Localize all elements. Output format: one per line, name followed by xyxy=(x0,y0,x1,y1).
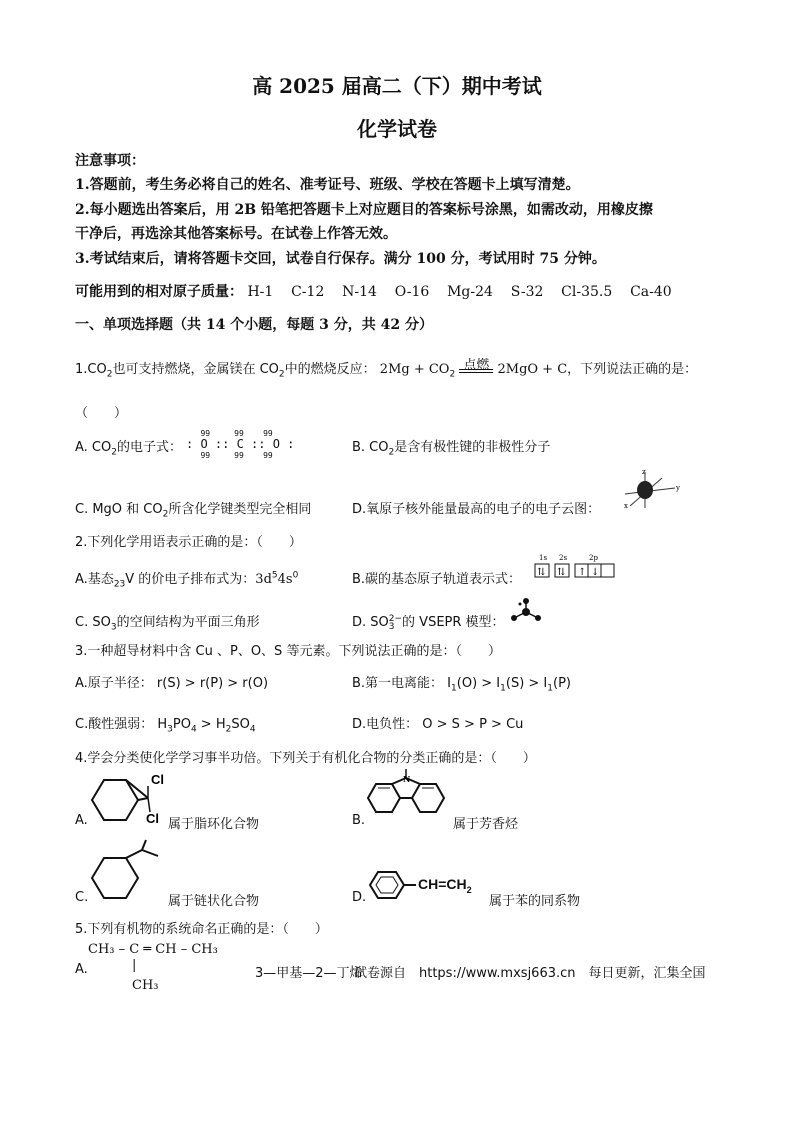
q3-option-c: C.酸性强弱： $H_3PO_4 > H_2SO_4$ xyxy=(75,717,256,735)
electron-cloud-icon xyxy=(620,470,680,510)
q5-a-branch: CH₃ xyxy=(132,978,159,993)
carbazole-structure xyxy=(362,768,452,828)
q4-option-d-formula: $CH=CH_2$ xyxy=(418,876,472,895)
q2-option-a: A.基态$_{23}$V 的价电子排布式为：$3d^54s^0$ xyxy=(75,570,299,590)
q4-option-c-text: 属于链状化合物 xyxy=(168,894,260,909)
q1-option-b: B. $CO_2$是含有极性键的非极性分子 xyxy=(352,440,551,458)
q1-stem: $1.CO_2$也可支持燃烧，金属镁在 $CO_2$中的燃烧反应： $2Mg + CO_2$ 点燃 2MgO + C，下列说法正确的是： xyxy=(75,358,697,380)
notice-heading: 注意事项： xyxy=(75,153,145,169)
styrene-benzene-ring xyxy=(366,866,416,904)
orbital-label-1s: 1s xyxy=(539,554,548,562)
q5-a-bond: | xyxy=(132,958,137,973)
q4-option-b-text: 属于芳香烃 xyxy=(453,817,519,832)
dichlorocarbene-bicycle-structure xyxy=(86,770,166,830)
section-1-heading: 一、单项选择题（共 14 个小题，每题 3 分，共 42 分） xyxy=(75,317,433,333)
q5-a-formula: CH₃ – C ═ CH – CH₃ xyxy=(88,942,218,957)
q1-option-a: A. $CO_2$的电子式： xyxy=(75,440,182,458)
q3-option-a: A.原子半径： r(S) > r(P) > r(O) xyxy=(75,676,269,691)
q1-electron-dot: 99 99 99 : O :: C :: O : 99 99 99 xyxy=(186,429,295,460)
svg-text:x: x xyxy=(624,502,628,510)
q2-option-b: B.碳的基态原子轨道表示式： xyxy=(352,572,522,587)
q2-option-c: C. $SO_3$的空间结构为平面三角形 xyxy=(75,615,260,633)
q1-option-d: D.氧原子核外能量最高的电子的电子云图： xyxy=(352,502,601,517)
q2-stem: 2.下列化学用语表示正确的是：（ ） xyxy=(75,535,302,550)
q4-option-d-text: 属于苯的同系物 xyxy=(489,894,581,909)
q4-option-a-text: 属于脂环化合物 xyxy=(168,817,260,832)
vsepr-model-icon xyxy=(508,598,544,624)
notice-item-2: 2.每小题选出答案后，用 2B 铅笔把答题卡上对应题目的答案标号涂黑，如需改动，用橡皮擦 xyxy=(75,202,653,218)
svg-text:⇅: ⇅ xyxy=(537,567,546,578)
q3-option-d: D.电负性： O > S > P > Cu xyxy=(352,717,524,732)
watermark-text: 试卷源自 https://www.mxsj663.cn 每日更新，汇集全国 xyxy=(354,966,706,981)
q4-option-c-label: C. xyxy=(75,890,89,905)
q3-stem: 3.一种超导材料中含 Cu 、P、O、S 等元素。下列说法正确的是：（ ） xyxy=(75,644,501,659)
svg-text:Cl: Cl xyxy=(151,772,164,787)
q4-option-b-label: B. xyxy=(352,813,366,828)
q1-option-c: C. MgO 和 $CO_2$所含化学键类型完全相同 xyxy=(75,502,312,520)
q5-stem: 5.下列有机物的系统命名正确的是：（ ） xyxy=(75,922,328,937)
q4-stem: 4.学会分类使化学学习事半功倍。下列关于有机化合物的分类正确的是：（ ） xyxy=(75,751,536,766)
notice-item-1: 1.答题前，考生务必将自己的姓名、准考证号、班级、学校在答题卡上填写清楚。 xyxy=(75,177,580,193)
svg-text:z: z xyxy=(642,468,646,476)
page-title: 高 2025 届高二（下）期中考试 xyxy=(252,74,542,98)
svg-text:Cl: Cl xyxy=(146,811,159,826)
svg-text:N: N xyxy=(403,774,411,784)
notice-item-2-cont: 干净后，再选涂其他答案标号。在试卷上作答无效。 xyxy=(75,226,397,242)
svg-text:⇅: ⇅ xyxy=(557,567,566,578)
svg-text:↑: ↑ xyxy=(578,567,587,578)
atomic-masses: 可能用到的相对原子质量： H-1 C-12 N-14 O-16 Mg-24 S-32 Cl-35.5 Ca-40 xyxy=(75,284,672,300)
orbital-label-2p: 2p xyxy=(589,554,598,562)
q4-option-d-label: D. xyxy=(352,890,367,905)
svg-text:y: y xyxy=(676,484,680,492)
q2-option-d: D. SO 2− 3 的 VSEPR 模型： xyxy=(352,613,505,632)
orbital-diagram xyxy=(533,552,615,582)
isopropylcyclohexane-structure xyxy=(86,838,166,908)
page-subtitle: 化学试卷 xyxy=(357,117,437,141)
q3-option-b: B.第一电离能： $I_1(O) > I_1(S) > I_1(P)$ xyxy=(352,676,571,694)
q5-option-a-label: A. xyxy=(75,962,88,977)
q4-option-a-label: A. xyxy=(75,813,88,828)
svg-text:↓: ↓ xyxy=(591,567,600,578)
notice-item-3: 3.考试结束后，请将答题卡交回，试卷自行保存。满分 100 分，考试用时 75 分钟。 xyxy=(75,251,606,267)
orbital-label-2s: 2s xyxy=(559,554,568,562)
q1-paren: （ ） xyxy=(75,406,128,421)
q1-eq-condition: 点燃 xyxy=(463,358,490,373)
q5-a-name: 3—甲基—2—丁烯 xyxy=(255,966,363,981)
